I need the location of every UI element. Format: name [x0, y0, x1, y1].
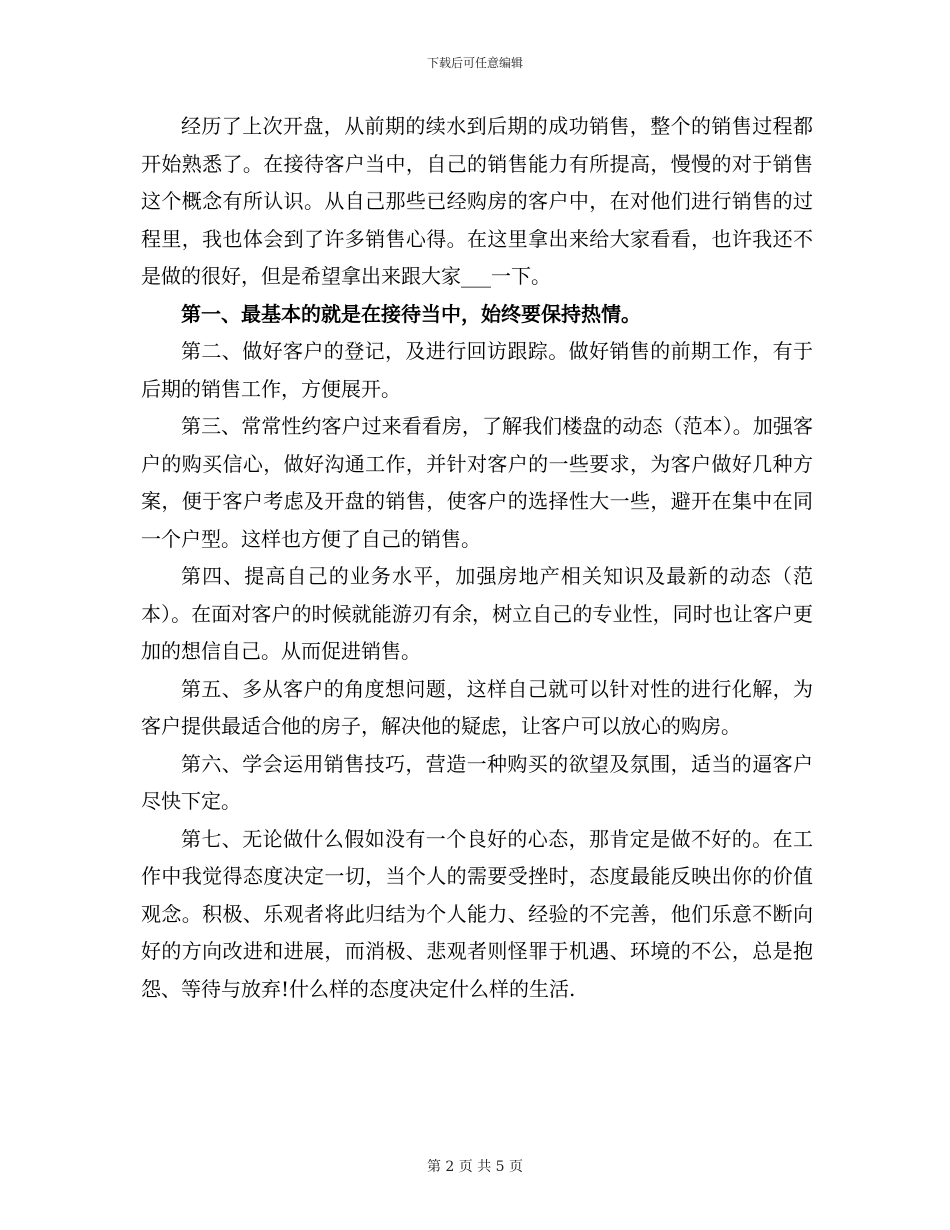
point-6-paragraph: 第六、学会运用销售技巧，营造一种购买的欲望及氛围，适当的逼客户尽快下定。 — [141, 751, 813, 813]
page-header: 下载后可任意编辑 — [426, 56, 523, 70]
point-1-paragraph: 第一、最基本的就是在接待当中，始终要保持热情。 — [181, 301, 641, 326]
intro-paragraph: 经历了上次开盘，从前期的续水到后期的成功销售，整个的销售过程都开始熟悉了。在接待客户当中，自己的销售能力有所提高，慢慢的对于销售这个概念有所认识。从自己那些已经购房的客户中，在对他们进行销售的过程里，我也体会到了许多销售心得。在这里拿出来给大家看看，也许我还不是做的很好，但是希望拿出来跟大家___一下。 — [141, 114, 813, 288]
page-number: 第 2 页 共 5 页 — [426, 1159, 524, 1175]
point-3-paragraph: 第三、常常性约客户过来看看房，了解我们楼盘的动态（范本）。加强客户的购买信心，做好沟通工作，并针对客户的一些要求，为客户做好几种方案，便于客户考虑及开盘的销售，使客户的选择性大一些，避开在集中在同一个户型。这样也方便了自己的销售。 — [141, 414, 813, 551]
point-5-paragraph: 第五、多从客户的角度想问题，这样自己就可以针对性的进行化解，为客户提供最适合他的房子，解决他的疑虑，让客户可以放心的购房。 — [141, 676, 813, 738]
point-2-paragraph: 第二、做好客户的登记，及进行回访跟踪。做好销售的前期工作，有于后期的销售工作，方便展开。 — [141, 339, 813, 401]
point-7-paragraph: 第七、无论做什么假如没有一个良好的心态，那肯定是做不好的。在工作中我觉得态度决定一切，当个人的需要受挫时，态度最能反映出你的价值观念。积极、乐观者将此归结为个人能力、经验的不完善，他们乐意不断向好的方向改进和进展，而消极、悲观者则怪罪于机遇、环境的不公，总是抱怨、等待与放弃!什么样的态度决定什么样的生活. — [141, 826, 813, 1001]
point-4-paragraph: 第四、提高自己的业务水平，加强房地产相关知识及最新的动态（范本）。在面对客户的时候就能游刃有余，树立自己的专业性，同时也让客户更加的想信自己。从而促进销售。 — [141, 564, 813, 663]
document-body — [141, 108, 813, 1008]
